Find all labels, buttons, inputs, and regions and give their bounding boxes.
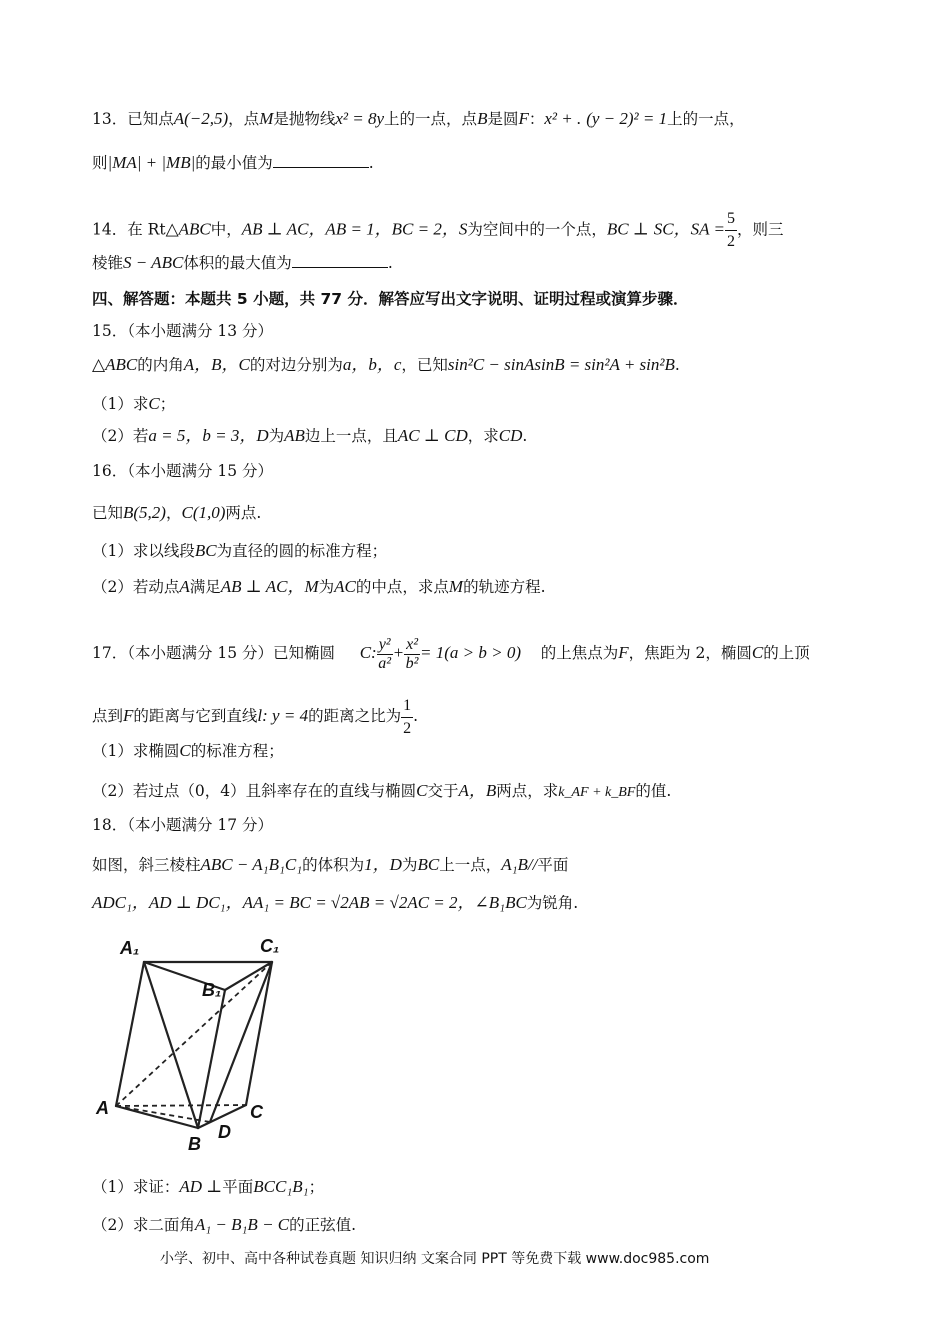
label-a: A — [96, 1098, 109, 1118]
q14-text: 14．在 Rt — [92, 220, 166, 239]
q17-text: 的距离之比为 — [308, 707, 402, 725]
denominator: b² — [405, 654, 419, 672]
point-m: M — [448, 577, 464, 596]
edge-ac-hidden — [116, 1105, 246, 1106]
q13-line1 — [92, 108, 745, 130]
q17-part2 — [92, 780, 671, 804]
sc-expr: SC，SA = — [653, 219, 725, 239]
q13-text: 的最小值为 — [195, 154, 273, 172]
circle-f: F — [518, 109, 529, 128]
side-ab: AB — [284, 426, 305, 445]
q17-text: ，焦距为 2，椭圆 — [628, 644, 752, 662]
q15-text: （1）求 — [92, 395, 149, 413]
q18-line2 — [92, 892, 578, 914]
q13-text: 上的一点， — [667, 110, 745, 128]
q13-text: 是抛物线 — [273, 110, 336, 128]
q18-text: ； — [308, 1178, 325, 1196]
q18-text: 如图，斜三棱柱 — [92, 856, 201, 874]
q16-title: 16．（本小题满分 15 分） — [92, 462, 274, 480]
prism-figure — [92, 920, 282, 1155]
q14-text: 中， — [210, 220, 242, 239]
q16-text: 满足 — [189, 578, 221, 596]
point-a: A — [179, 577, 190, 596]
q15-text: . — [674, 356, 680, 374]
q13-text: 13．已知点 — [92, 110, 174, 128]
sum-expr: |MA| + |MB| — [107, 153, 196, 172]
q17-line1 — [92, 630, 810, 676]
edge-a1a — [116, 962, 144, 1106]
ellipse-c: C — [179, 741, 191, 760]
label-b: B — [188, 1134, 201, 1154]
circle-eq-part2: (y − 2)² = 1 — [586, 109, 668, 128]
q16-part2 — [92, 576, 546, 598]
q13-text: 是圆 — [487, 110, 519, 128]
q16-text: 为直径的圆的标准方程； — [216, 542, 388, 560]
triangle-abc: △ABC — [165, 219, 211, 239]
perp-expr: BC ⊥ — [606, 219, 649, 239]
q16-part1 — [92, 540, 387, 562]
q13-text: ，点 — [228, 110, 260, 128]
segment-bc: BC — [417, 855, 440, 874]
circle-eq-part1: x² + . — [544, 109, 582, 128]
q16-text: ， — [165, 504, 182, 522]
point-b: B — [477, 109, 488, 128]
q14-text: 体积的最大值为 — [183, 254, 292, 272]
q15-text: ； — [159, 395, 176, 413]
q16-text: 两点. — [225, 504, 262, 522]
point-b: B(5,2) — [123, 503, 166, 522]
fraction-1-2 — [401, 695, 413, 740]
q16-text: 为 — [318, 578, 335, 596]
q17-text: 交于 — [427, 782, 459, 800]
angle-c: C — [148, 394, 160, 413]
fraction-y2-a2 — [377, 636, 393, 673]
q15-part1 — [92, 393, 175, 415]
q14-text: 为空间中的一个点， — [467, 220, 607, 239]
segment-cd: CD — [498, 426, 523, 445]
label-d: D — [218, 1122, 231, 1142]
q14-line2 — [92, 252, 393, 274]
parallel-expr: A₁B// — [501, 855, 538, 874]
fraction-x2-b2 — [404, 636, 420, 673]
q15-text: 边上一点，且 — [304, 427, 398, 445]
q18-text: （2）求二面角 — [92, 1216, 195, 1234]
q16-text: 已知 — [92, 504, 124, 522]
numerator: x² — [406, 635, 418, 653]
sine-equation: sin²C − sinAsinB = sin²A + sin²B — [447, 355, 675, 374]
q15-text: . — [522, 427, 528, 445]
denominator: 2 — [726, 233, 735, 250]
point-m: M — [259, 109, 274, 128]
q15-line1 — [92, 354, 680, 376]
dihedral-angle: A₁ − B₁B − C — [194, 1215, 290, 1234]
given-values: a = 5，b = 3，D — [148, 426, 269, 445]
points-ab: A，B — [458, 781, 497, 800]
q18-text: 平面 — [537, 856, 569, 874]
q13-text: ： — [528, 110, 545, 128]
numerator: 1 — [401, 695, 413, 718]
label-c: C — [250, 1102, 263, 1122]
q16-text: （1）求以线段 — [92, 542, 195, 560]
q17-text: 的值. — [635, 782, 672, 800]
q18-text: 的正弦值. — [289, 1216, 357, 1234]
pyramid-expr: S − ABC — [123, 253, 184, 272]
line-l: l: y = 4 — [257, 706, 309, 725]
q18-text: 为 — [401, 856, 418, 874]
q15-text: 为 — [268, 427, 285, 445]
q18-part1 — [92, 1176, 324, 1198]
edge-b1b — [198, 990, 225, 1128]
q18-part2 — [92, 1214, 356, 1236]
point-c: C(1,0) — [181, 503, 226, 522]
q18-line1 — [92, 854, 568, 876]
q17-text: 两点，求 — [496, 782, 559, 800]
page-footer: 小学、初中、高中各种试卷真题 知识归纳 文案合同 PPT 等免费下载 www.doc985.com — [160, 1251, 710, 1267]
prism-conditions: ADC₁，AD ⊥ DC₁，AA₁ = BC = √2AB = √2AC = 2，∠B₁BC — [92, 893, 527, 912]
focus-f: F — [618, 643, 629, 662]
q17-text: 17．（本小题满分 15 分）已知椭圆 — [92, 644, 336, 662]
q16-line1 — [92, 502, 261, 524]
q17-part1 — [92, 740, 284, 762]
q18-text: 平面 — [222, 1178, 254, 1196]
q15-text: ，已知 — [401, 356, 448, 374]
q14-text: ，则三 — [736, 220, 784, 239]
plane-bcc1b1: BCC₁B₁ — [253, 1177, 309, 1196]
q15-text: 的对边分别为 — [249, 356, 343, 374]
q14-conditions: AB ⊥ AC，AB = 1，BC = 2，S — [241, 219, 468, 239]
denominator: a² — [378, 654, 392, 672]
q13-line2 — [92, 152, 374, 174]
answer-blank — [273, 153, 369, 168]
ellipse-condition: = 1(a > b > 0) — [420, 643, 521, 662]
q17-text: 的标准方程； — [190, 742, 284, 760]
q17-text: 的距离与它到直线 — [133, 707, 258, 725]
numerator: y² — [378, 635, 391, 653]
q15-text: （2）若 — [92, 427, 149, 445]
ellipse-c: C — [416, 781, 428, 800]
q16-text: 的中点，求点 — [355, 578, 449, 596]
q15-part2 — [92, 425, 527, 447]
q18-text: 为锐角. — [526, 894, 579, 912]
volume: 1，D — [364, 855, 402, 874]
q17-text: . — [413, 707, 419, 725]
q17-text: 的上顶 — [763, 644, 810, 662]
answer-blank — [292, 253, 388, 268]
q18-text: 的体积为 — [302, 856, 365, 874]
edge-a1b — [144, 962, 198, 1128]
q17-text: 点到 — [92, 707, 124, 725]
prism-expr: ABC − A₁B₁C₁ — [200, 855, 303, 874]
q17-text: （1）求椭圆 — [92, 742, 180, 760]
numerator: 5 — [725, 208, 737, 231]
slope-sum: k_AF + k_BF — [558, 785, 636, 800]
q17-line2 — [92, 694, 418, 738]
focus-f: F — [123, 706, 134, 725]
label-a1: A₁ — [120, 938, 140, 958]
q13-text: 上的一点，点 — [384, 110, 478, 128]
q14-text: . — [387, 254, 393, 272]
q16-text: 的轨迹方程. — [463, 578, 546, 596]
ad-perp: AD ⊥ — [179, 1177, 223, 1196]
q18-text: 上一点， — [439, 856, 502, 874]
q16-text: （2）若动点 — [92, 578, 180, 596]
q15-title: 15．（本小题满分 13 分） — [92, 322, 274, 340]
q14-line1 — [92, 208, 783, 253]
triangle-abc: △ABC — [92, 355, 138, 374]
label-c1: C₁ — [260, 936, 280, 956]
parabola-eq: x² = 8y — [335, 109, 385, 128]
fraction-5-2 — [725, 208, 737, 253]
q13-text: . — [368, 154, 374, 172]
q18-title: 18．（本小题满分 17 分） — [92, 816, 274, 834]
q13-text: 则 — [92, 154, 108, 172]
label-b1: B₁ — [202, 980, 222, 1000]
segment-bc: BC — [194, 541, 217, 560]
q17-text: 的上焦点为 — [540, 644, 619, 662]
q17-text: （2）若过点（0，4）且斜率存在的直线与椭圆 — [92, 782, 417, 800]
angles: A，B，C — [183, 355, 250, 374]
segment-ac: AC — [334, 577, 356, 596]
perp-cond: AC ⊥ CD — [397, 426, 468, 445]
q15-text: 的内角 — [137, 356, 184, 374]
sides: a，b，c — [342, 355, 402, 374]
plus-sign: + — [392, 643, 405, 662]
ellipse-c: C — [751, 643, 764, 662]
denominator: 2 — [403, 719, 412, 737]
q14-text: 棱锥 — [92, 254, 124, 272]
point-a: A(−2,5) — [173, 109, 229, 128]
edge-ab — [116, 1106, 198, 1128]
q15-text: ，求 — [467, 427, 499, 445]
section-heading: 四、解答题：本题共 5 小题，共 77 分．解答应写出文字说明、证明过程或演算步骤． — [92, 290, 689, 308]
q18-text: （1）求证： — [92, 1178, 180, 1196]
edge-b1c1 — [225, 962, 272, 990]
ellipse-c: C: — [359, 643, 377, 662]
perp-cond: AB ⊥ AC，M — [220, 577, 319, 596]
